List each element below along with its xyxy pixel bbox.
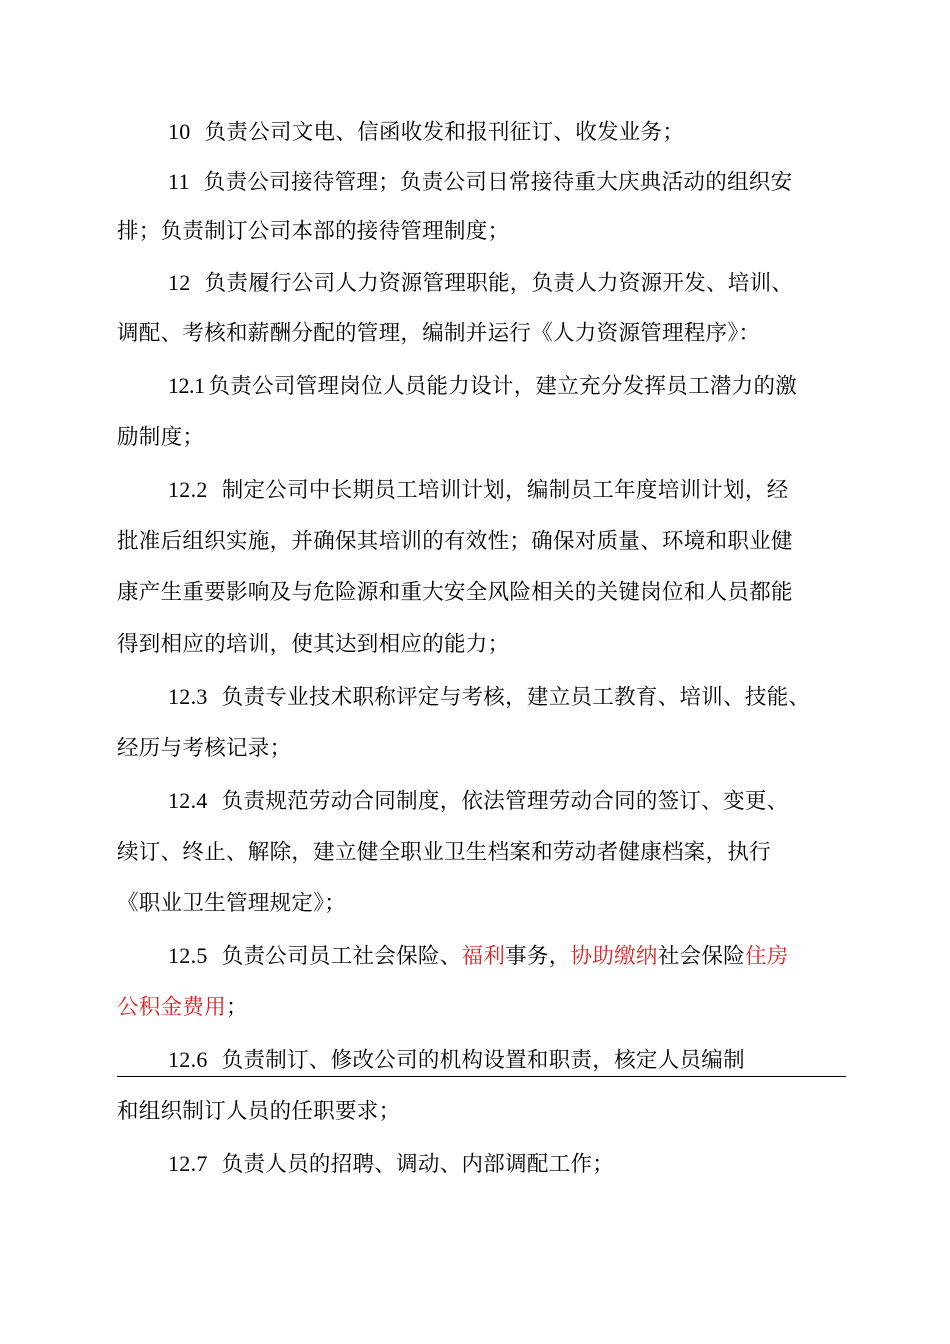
line-text: 调配、考核和薪酬分配的管理，编制并运行《人力资源管理程序》： — [117, 321, 761, 346]
line-text: 负责公司员工社会保险、 — [221, 944, 462, 969]
paragraph-line — [117, 889, 346, 919]
item-number: 12.7 — [168, 1151, 208, 1176]
line-text: 励制度； — [117, 425, 205, 450]
paragraph-line — [117, 734, 291, 764]
paragraph-line — [117, 1097, 400, 1127]
line-text: 得到相应的培训，使其达到相应的能力； — [117, 632, 510, 657]
line-text: 续订、终止、解除，建立健全职业卫生档案和劳动者健康档案，执行 — [117, 840, 772, 865]
paragraph-line — [168, 682, 810, 713]
line-text: 排；负责制订公司本部的接待管理制度； — [117, 219, 510, 244]
line-text: 和组织制订人员的任职要求； — [117, 1099, 401, 1124]
paragraph-line — [168, 167, 792, 198]
line-text: 负责公司管理岗位人员能力设计，建立充分发挥员工潜力的激 — [208, 374, 798, 399]
paragraph-line — [117, 527, 793, 557]
paragraph-line — [168, 117, 684, 148]
paragraph-line — [117, 423, 204, 453]
line-text: 制定公司中长期员工培训计划，编制员工年度培训计划，经 — [221, 478, 789, 503]
paragraph-line — [117, 578, 793, 608]
line-text: 负责专业技术职称评定与考核，建立员工教育、培训、技能、 — [221, 685, 811, 710]
paragraph-line — [168, 475, 789, 506]
line-text: 《职业卫生管理规定》； — [117, 891, 347, 916]
line-text: ； — [226, 995, 248, 1020]
paragraph-line — [168, 371, 797, 402]
item-number: 12.5 — [168, 943, 208, 968]
item-number: 12.6 — [168, 1047, 208, 1072]
highlighted-text: 协助缴纳 — [570, 944, 658, 969]
highlighted-text: 公积金费用 — [117, 995, 227, 1020]
line-text: 负责公司接待管理；负责公司日常接待重大庆典活动的组织安 — [203, 170, 793, 195]
line-text: 社会保险 — [657, 944, 745, 969]
paragraph-line — [168, 1045, 745, 1076]
paragraph-line — [117, 630, 509, 660]
line-text: 负责履行公司人力资源管理职能，负责人力资源开发、培训、 — [204, 271, 794, 296]
highlighted-text: 福利 — [461, 944, 506, 969]
paragraph-line — [117, 319, 760, 349]
item-number: 12.4 — [168, 788, 208, 813]
line-text: 负责规范劳动合同制度，依法管理劳动合同的签订、变更、 — [221, 789, 789, 814]
paragraph-line — [168, 268, 793, 299]
line-text: 康产生重要影响及与危险源和重大安全风险相关的关键岗位和人员都能 — [117, 580, 793, 605]
paragraph-line — [117, 217, 509, 247]
paragraph-line — [117, 838, 771, 868]
line-text: 经历与考核记录； — [117, 736, 292, 761]
line-text: 事务， — [505, 944, 571, 969]
horizontal-rule — [117, 1076, 846, 1077]
item-number: 12.2 — [168, 477, 208, 502]
item-number: 12 — [168, 270, 191, 295]
paragraph-line — [168, 941, 789, 972]
line-text: 批准后组织实施，并确保其培训的有效性；确保对质量、环境和职业健 — [117, 529, 793, 554]
item-number: 12.3 — [168, 684, 208, 709]
paragraph-line — [168, 1149, 614, 1180]
line-text: 负责人员的招聘、调动、内部调配工作； — [221, 1152, 615, 1177]
line-text: 负责公司文电、信函收发和报刊征订、收发业务； — [204, 120, 685, 145]
item-number: 12.1 — [168, 373, 205, 398]
item-number: 11 — [168, 169, 190, 194]
paragraph-line — [168, 786, 789, 817]
highlighted-text: 住房 — [744, 944, 789, 969]
line-text: 负责制订、修改公司的机构设置和职责，核定人员编制 — [221, 1048, 745, 1073]
item-number: 10 — [168, 119, 191, 144]
paragraph-line — [117, 993, 248, 1023]
